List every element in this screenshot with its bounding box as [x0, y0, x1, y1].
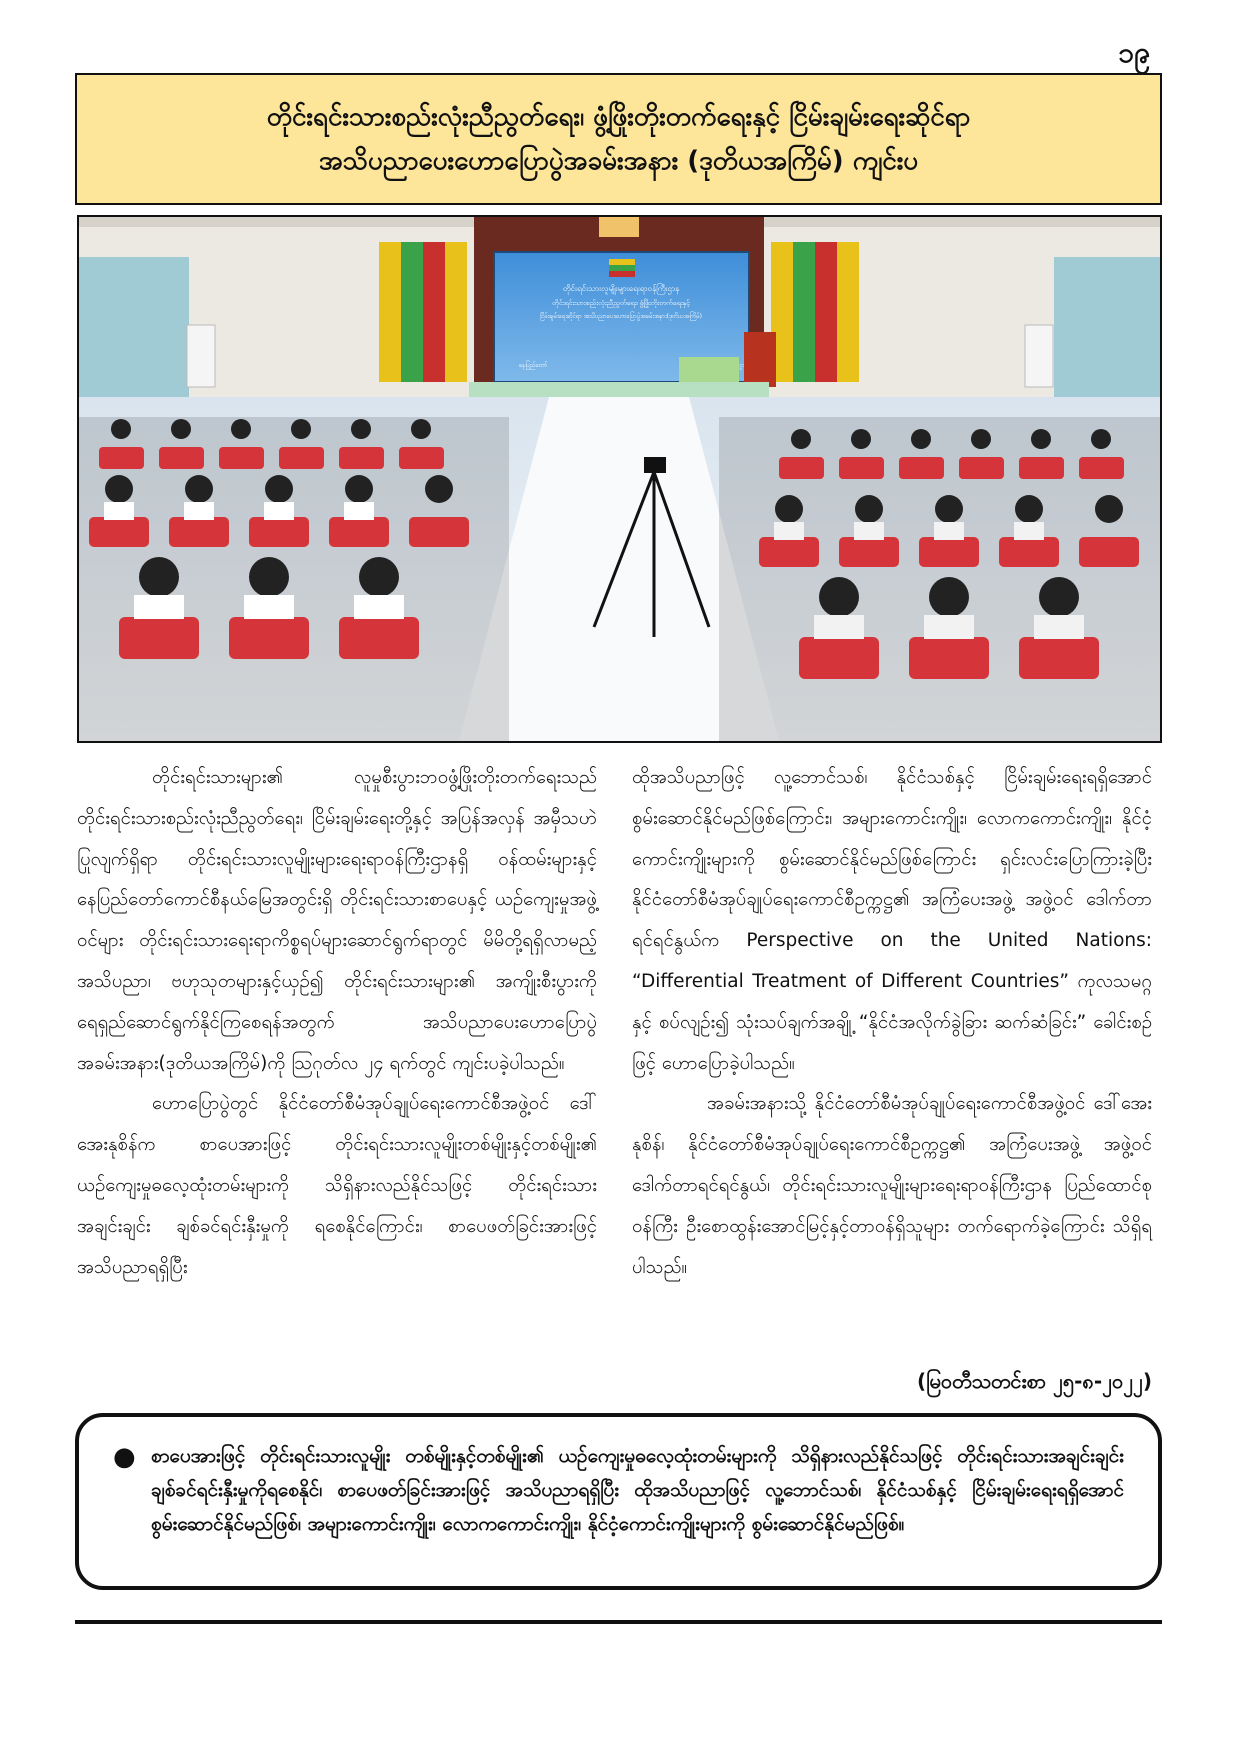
headline-line-1: တိုင်းရင်းသားစည်းလုံးညီညွတ်ရေး၊ ဖွံ့ဖြိုးတိုးတက်ရေးနှင့် ငြိမ်းချမ်းရေးဆိုင်ရာ: [266, 102, 971, 132]
bullet-icon: ●: [113, 1442, 136, 1472]
summary-box: [75, 1413, 1162, 1590]
podium: [744, 332, 776, 387]
bottom-divider: [75, 1620, 1162, 1624]
article-paragraph: ထိုအသိပညာဖြင့် လူ့ဘောင်သစ်၊ နိုင်ငံသစ်နှင့် ငြိမ်းချမ်းရေးရရှိအောင် စွမ်းဆောင်နိုင်မည်ဖြစ်ကြောင်း၊ အများကောင်းကျိုး၊ လောကကောင်းကျိုး၊ နိုင်ငံ့ကောင်းကျိုးများကို စွမ်းဆောင်နိုင်မည်ဖြစ်ကြောင်း ရှင်းလင်းပြောကြားခဲ့ပြီး နိုင်ငံတော်စီမံအုပ်ချုပ်ရေးကောင်စီဥက္ကဋ္ဌ၏ အကြံပေးအဖွဲ့ အဖွဲ့ဝင် ဒေါက်တာရင်ရင်နွယ်က Perspective on the United Nations: “Differential Treatment of Different Countries” ကုလသမဂ္ဂနှင့် စပ်လျဉ်း၍ သုံးသပ်ချက်အချို့ “နိုင်ငံအလိုက်ခွဲခြား ဆက်ဆံခြင်း” ခေါင်းစဉ်ဖြင့် ဟောပြောခဲ့ပါသည်။: [632, 767, 1152, 1074]
article-paragraph: အခမ်းအနားသို့ နိုင်ငံတော်စီမံအုပ်ချုပ်ရေးကောင်စီအဖွဲ့ဝင် ဒေါ်အေးနုစိန်၊ နိုင်ငံတော်စီမံအုပ်ချုပ်ရေးကောင်စီဥက္ကဋ္ဌ၏ အကြံပေးအဖွဲ့ အဖွဲ့ဝင် ဒေါက်တာရင်ရင်နွယ်၊ တိုင်းရင်းသားလူမျိုးများရေးရာဝန်ကြီးဌာန ပြည်ထောင်စုဝန်ကြီး ဦးစောထွန်းအောင်မြင့်နှင့်တာဝန်ရှိသူများ တက်ရောက်ခဲ့ကြောင်း သိရှိရပါသည်။: [632, 1093, 1152, 1278]
article-column-left: [77, 758, 597, 1288]
summary-text: စာပေအားဖြင့် တိုင်းရင်းသားလူမျိုး တစ်မျိုးနှင့်တစ်မျိုး၏ ယဉ်ကျေးမှုဓလေ့ထုံးတမ်းများကို သိရှိနားလည်နိုင်သဖြင့် တိုင်းရင်းသားအချင်းချင်း ချစ်ခင်ရင်းနှီးမှုကိုရစေနိုင်၊ စာပေဖတ်ခြင်းအားဖြင့် အသိပညာရရှိပြီး ထိုအသိပညာဖြင့် လူ့ဘောင်သစ်၊ နိုင်ငံသစ်နှင့် ငြိမ်းချမ်းရေးရရှိအောင် စွမ်းဆောင်နိုင်မည်ဖြစ်၊ အများကောင်းကျိုး၊ လောကကောင်းကျိုး၊ နိုင်ငံ့ကောင်းကျိုးများကို စွမ်းဆောင်နိုင်မည်ဖြစ်။: [151, 1445, 1124, 1535]
event-photo: [77, 215, 1162, 743]
audience-right: [719, 417, 1160, 741]
screen-text-1: တိုင်းရင်းသားလူမျိုးများရေးရာဝန်ကြီးဌာန: [562, 284, 680, 293]
audience-left: [79, 417, 509, 741]
screen-text-3: ငြိမ်းချမ်းရေးဆိုင်ရာ အသိပညာပေးဟောပြောပွဲအခမ်းအနား(ဒုတိယအကြိမ်): [540, 313, 702, 320]
event-photo-illustration: [79, 217, 1160, 741]
screen-place: နေပြည်တော်: [519, 362, 548, 369]
headline-line-2: အသိပညာပေးဟောပြောပွဲအခမ်းအနား (ဒုတိယအကြိမ်) ကျင်းပ: [318, 146, 919, 176]
source-citation: (မြဝတီသတင်းစာ ၂၅-၈-၂၀၂၂): [916, 1369, 1152, 1393]
summary-bullet: [113, 1439, 1124, 1541]
flags-right: [771, 242, 859, 382]
page-number: ၁၉: [1118, 36, 1150, 69]
screen-text-2: တိုင်းရင်းသားစည်းလုံးညီညွတ်ရေး၊ ဖွံ့ဖြိုးတိုးတက်ရေးနှင့်: [552, 299, 690, 307]
article-column-right: [632, 758, 1152, 1288]
flags-left: [379, 242, 467, 382]
article-paragraph: တိုင်းရင်းသားများ၏ လူမှုစီးပွားဘဝဖွံ့ဖြိုးတိုးတက်ရေးသည် တိုင်းရင်းသားစည်းလုံးညီညွတ်ရေး၊ ငြိမ်းချမ်းရေးတို့နှင့် အပြန်အလှန် အမှီသဟဲပြုလျက်ရှိရာ တိုင်းရင်းသားလူမျိုးများရေးရာဝန်ကြီးဌာနရှိ ဝန်ထမ်းများနှင့် နေပြည်တော်ကောင်စီနယ်မြေအတွင်းရှိ တိုင်းရင်းသားစာပေနှင့် ယဉ်ကျေးမှုအဖွဲ့ဝင်များ တိုင်းရင်းသားရေးရာကိစ္စရပ်များဆောင်ရွက်ရာတွင် မိမိတို့ရရှိလာမည့် အသိပညာ၊ ဗဟုသုတများနှင့်ယှဉ်၍ တိုင်းရင်းသားများ၏ အကျိုးစီးပွားကို ရေရှည်ဆောင်ရွက်နိုင်ကြစေရန်အတွက် အသိပညာပေးဟောပြောပွဲအခမ်းအနား(ဒုတိယအကြိမ်)ကို ဩဂုတ်လ ၂၄ ရက်တွင် ကျင်းပခဲ့ပါသည်။: [77, 767, 597, 1074]
headline-box: [75, 73, 1162, 205]
article-paragraph: ဟောပြောပွဲတွင် နိုင်ငံတော်စီမံအုပ်ချုပ်ရေးကောင်စီအဖွဲ့ဝင် ဒေါ်အေးနုစိန်က စာပေအားဖြင့် တိုင်းရင်းသားလူမျိုးတစ်မျိုးနှင့်တစ်မျိုး၏ ယဉ်ကျေးမှုဓလေ့ထုံးတမ်းများကို သိရှိနားလည်နိုင်သဖြင့် တိုင်းရင်းသားအချင်းချင်း ချစ်ခင်ရင်းနှီးမှုကို ရစေနိုင်ကြောင်း၊ စာပေဖတ်ခြင်းအားဖြင့် အသိပညာရရှိပြီး: [77, 1093, 597, 1278]
